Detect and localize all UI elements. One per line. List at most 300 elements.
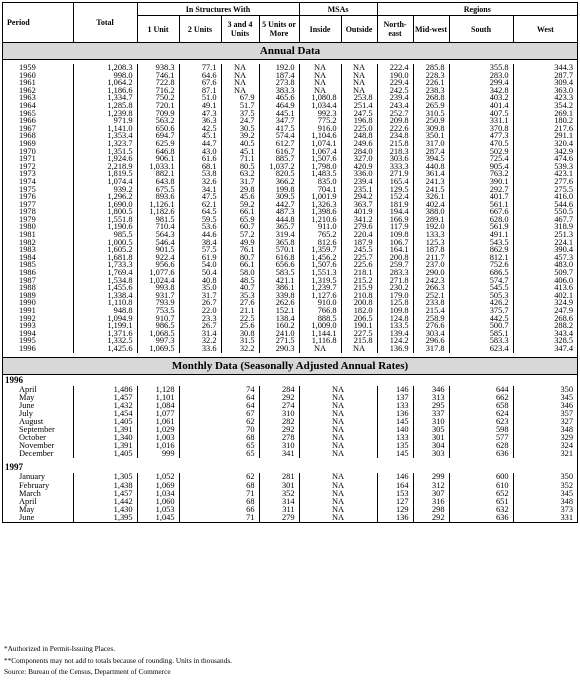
value-cell: 259.7	[377, 261, 413, 269]
value-cell: 54.0	[179, 261, 221, 269]
value-cell: 87.1	[179, 87, 221, 95]
value-cell: 564.3	[137, 231, 179, 239]
value-cell: 68	[179, 434, 259, 442]
value-cell: 190.1	[341, 322, 377, 330]
value-cell: 644	[449, 386, 513, 394]
value-cell: 303	[413, 450, 449, 458]
value-cell: 686.5	[449, 269, 513, 277]
value-cell: 442.7	[259, 201, 299, 209]
value-cell: 252.1	[413, 292, 449, 300]
value-cell: 502.9	[449, 148, 513, 156]
value-cell: 1,077.6	[137, 269, 179, 277]
value-cell: 274	[259, 402, 299, 410]
period-cell: 1977	[19, 199, 36, 209]
value-cell: 470.5	[449, 140, 513, 148]
value-cell: 1,101	[137, 394, 179, 402]
value-cell: 1,080.8	[299, 94, 341, 102]
period-cell: 1975	[19, 184, 36, 194]
value-cell: 1,037.2	[259, 163, 299, 171]
value-cell: 136	[377, 410, 413, 418]
value-cell: 61.9	[179, 254, 221, 262]
value-cell: 25.6	[221, 322, 259, 330]
value-cell: 675.5	[137, 186, 179, 194]
value-cell: 135	[377, 442, 413, 450]
value-cell: 62	[179, 418, 259, 426]
value-cell: 938.3	[137, 64, 179, 72]
value-cell: 30.8	[221, 330, 259, 338]
value-cell: 905.4	[449, 163, 513, 171]
month-cell: February	[19, 480, 50, 490]
value-cell: 165.4	[377, 178, 413, 186]
col-msa-inside: Inside	[299, 16, 341, 43]
value-cell: 124.8	[377, 315, 413, 323]
value-cell: NA	[221, 79, 259, 87]
value-cell: 1,208.3	[73, 64, 137, 72]
value-cell: 327.0	[341, 155, 377, 163]
value-cell: 477.3	[449, 132, 513, 140]
value-cell: 45.1	[221, 148, 259, 156]
value-cell: 348	[513, 426, 577, 434]
structures-group-header: In Structures With	[137, 3, 299, 16]
value-cell: 252.7	[377, 110, 413, 118]
value-cell: 763.2	[449, 170, 513, 178]
value-cell: 1,690.0	[73, 201, 137, 209]
value-cell: 583.5	[259, 269, 299, 277]
value-cell: 1,239.7	[299, 284, 341, 292]
value-cell: 416.0	[513, 193, 577, 201]
period-cell: 1973	[19, 169, 36, 179]
value-cell: 342.8	[449, 87, 513, 95]
period-header: Period	[7, 18, 30, 27]
value-cell: 311	[259, 506, 299, 514]
value-cell: 276.6	[413, 322, 449, 330]
value-cell: 182.0	[341, 307, 377, 315]
value-cell: NA	[299, 72, 341, 80]
value-cell: 33.6	[179, 345, 221, 353]
value-cell: 746.1	[137, 72, 179, 80]
col-west: West	[513, 16, 577, 43]
value-cell: 636	[449, 514, 513, 522]
value-cell: 1,457	[73, 394, 137, 402]
value-cell: 464.9	[259, 102, 299, 110]
col-2-units: 2 Units	[179, 16, 221, 43]
value-cell: 187.9	[341, 239, 377, 247]
value-cell: 1,239.8	[73, 110, 137, 118]
value-cell: NA	[299, 490, 377, 498]
value-cell: 309.8	[413, 125, 449, 133]
value-cell: 268.8	[413, 94, 449, 102]
value-cell: 363.0	[513, 87, 577, 95]
value-cell: 1,094.9	[73, 315, 137, 323]
value-cell: 616.8	[259, 254, 299, 262]
value-cell: 287.4	[413, 148, 449, 156]
value-cell: 309.4	[513, 79, 577, 87]
value-cell: 1,053	[137, 506, 179, 514]
value-cell: 1,003	[137, 434, 179, 442]
value-cell: 329	[513, 434, 577, 442]
value-cell: 152.1	[259, 307, 299, 315]
value-cell: 218.1	[341, 269, 377, 277]
value-cell: 239.4	[341, 178, 377, 186]
year-label: 1997	[5, 462, 23, 473]
value-cell: 1,061	[137, 418, 179, 426]
value-cell: 268.6	[513, 315, 577, 323]
value-cell: 636	[449, 450, 513, 458]
value-cell: 346	[513, 402, 577, 410]
value-cell: 423.1	[513, 170, 577, 178]
value-cell: 417.5	[259, 125, 299, 133]
value-cell: 57.5	[179, 246, 221, 254]
value-cell: 299	[413, 473, 449, 481]
value-cell: 80.7	[221, 254, 259, 262]
value-cell: 1,800.5	[73, 208, 137, 216]
value-cell: 1,456.2	[299, 254, 341, 262]
value-cell: 725.4	[449, 155, 513, 163]
value-cell: 242.5	[377, 87, 413, 95]
value-cell: 628.0	[449, 216, 513, 224]
value-cell: 215.4	[413, 307, 449, 315]
value-cell: 35.3	[221, 292, 259, 300]
value-cell: 58.0	[221, 269, 259, 277]
value-cell: NA	[299, 506, 377, 514]
value-cell: 238.3	[413, 87, 449, 95]
value-cell: 487.3	[259, 208, 299, 216]
value-cell: 971.9	[73, 117, 137, 125]
value-cell: 336.0	[341, 170, 377, 178]
value-cell: 32.6	[179, 178, 221, 186]
value-cell: 343.4	[513, 330, 577, 338]
value-cell: 251.3	[513, 231, 577, 239]
value-cell: 347.7	[259, 117, 299, 125]
value-cell: 906.1	[137, 155, 179, 163]
value-cell: 206.5	[341, 315, 377, 323]
col-msa-outside: Outside	[341, 16, 377, 43]
value-cell: 1,190.6	[73, 223, 137, 231]
value-cell: 36.3	[179, 117, 221, 125]
housing-permits-table	[3, 3, 577, 522]
value-cell: 1,074.4	[73, 178, 137, 186]
value-cell: 125.8	[377, 299, 413, 307]
value-cell: NA	[341, 87, 377, 95]
value-cell: 44.7	[179, 140, 221, 148]
value-cell: 290.3	[259, 345, 299, 353]
value-cell: 709.9	[137, 110, 179, 118]
value-cell: 1,034.4	[299, 102, 341, 110]
period-cell: 1988	[19, 283, 36, 293]
value-cell: NA	[299, 64, 341, 72]
value-cell: 30.5	[221, 125, 259, 133]
value-cell: 26.7	[179, 299, 221, 307]
value-cell: 45.1	[179, 132, 221, 140]
value-cell: 71.1	[221, 155, 259, 163]
value-cell: 37.5	[221, 110, 259, 118]
value-cell: 365.8	[259, 239, 299, 247]
value-cell: 309.5	[259, 193, 299, 201]
value-cell: 296.6	[413, 337, 449, 345]
value-cell: 1,819.5	[73, 170, 137, 178]
month-cell: January	[19, 472, 46, 482]
value-cell: 222.6	[377, 125, 413, 133]
value-cell: 160.2	[259, 322, 299, 330]
period-cell: 1987	[19, 275, 36, 285]
value-cell: 44.6	[179, 231, 221, 239]
value-cell: 457.3	[513, 254, 577, 262]
value-cell: 1,210.6	[299, 216, 341, 224]
value-cell: 283.0	[449, 72, 513, 80]
value-cell: 48.5	[221, 277, 259, 285]
value-cell: 59.2	[221, 201, 259, 209]
value-cell: 491.1	[449, 231, 513, 239]
value-cell: 1,733.3	[73, 261, 137, 269]
value-cell: 352	[513, 482, 577, 490]
footnotes	[4, 643, 232, 678]
period-cell: 1970	[19, 146, 36, 156]
value-cell: 383.3	[259, 87, 299, 95]
value-cell: 164	[377, 482, 413, 490]
value-cell: 245.5	[341, 246, 377, 254]
value-cell: 1,069	[137, 482, 179, 490]
period-cell: 1981	[19, 230, 36, 240]
value-cell: 775.2	[299, 117, 341, 125]
value-cell: 420.9	[341, 163, 377, 171]
value-cell: 320.4	[513, 140, 577, 148]
value-cell: 1,430	[73, 506, 137, 514]
value-cell: 402.4	[413, 201, 449, 209]
value-cell: NA	[299, 402, 377, 410]
value-cell: 347.4	[513, 345, 577, 353]
value-cell: 610	[449, 482, 513, 490]
value-cell: 278	[259, 434, 299, 442]
value-cell: 226.1	[413, 79, 449, 87]
value-cell: 283.3	[377, 269, 413, 277]
value-cell: 467.7	[513, 216, 577, 224]
value-cell: 45.6	[221, 193, 259, 201]
value-cell: 1,681.8	[73, 254, 137, 262]
period-cell: 1995	[19, 336, 36, 346]
col-5-plus-units: 5 Units or More	[259, 16, 299, 43]
value-cell: 992.3	[299, 110, 341, 118]
value-cell: 1,064.2	[73, 79, 137, 87]
value-cell: 1,405	[73, 450, 137, 458]
value-cell: 133.5	[377, 322, 413, 330]
value-cell: 753.5	[137, 307, 179, 315]
value-cell: 862.9	[449, 246, 513, 254]
value-cell: 152.4	[377, 193, 413, 201]
value-cell: 312	[413, 482, 449, 490]
value-cell: 233.8	[413, 299, 449, 307]
value-cell: 390.4	[513, 246, 577, 254]
value-cell: 187.8	[413, 246, 449, 254]
value-cell: 1,000.5	[73, 239, 137, 247]
period-cell: 1982	[19, 237, 36, 247]
value-cell: 64	[179, 394, 259, 402]
total-header: Total	[73, 3, 137, 43]
value-cell: 1,068.5	[137, 330, 179, 338]
col-3-4-units: 3 and 4 Units	[221, 16, 259, 43]
value-cell: 543.5	[449, 239, 513, 247]
value-cell: 215.9	[341, 284, 377, 292]
value-cell: 32.2	[179, 337, 221, 345]
annual-data-band: Annual Data	[3, 43, 577, 60]
value-cell: 64	[179, 402, 259, 410]
value-cell: 1,551.8	[73, 216, 137, 224]
value-cell: 53.8	[179, 170, 221, 178]
period-cell: 1969	[19, 138, 36, 148]
value-cell: 765.2	[299, 231, 341, 239]
value-cell: 136.9	[377, 345, 413, 353]
value-cell: 181.9	[377, 201, 413, 209]
value-cell: 60.7	[221, 223, 259, 231]
value-cell: 1,398.6	[299, 208, 341, 216]
value-cell: NA	[299, 79, 341, 87]
value-cell: 66.1	[221, 208, 259, 216]
value-cell: NA	[299, 418, 377, 426]
value-cell: 38.4	[179, 239, 221, 247]
value-cell: 247.9	[513, 307, 577, 315]
value-cell: 632	[449, 506, 513, 514]
value-cell: 667.6	[449, 208, 513, 216]
value-cell: 279.6	[341, 223, 377, 231]
value-cell: 793.9	[137, 299, 179, 307]
col-1-unit: 1 Unit	[137, 16, 179, 43]
value-cell: 40.7	[221, 284, 259, 292]
value-cell: 31.5	[221, 337, 259, 345]
value-cell: 1,442	[73, 498, 137, 506]
period-cell: 1980	[19, 222, 36, 232]
value-cell: 1,551.3	[299, 269, 341, 277]
value-cell: 271.9	[377, 170, 413, 178]
value-cell: 1,126.1	[137, 201, 179, 209]
value-cell: 394.5	[413, 155, 449, 163]
value-cell: 242.3	[413, 277, 449, 285]
value-cell: 1,141.0	[73, 125, 137, 133]
value-cell: 355.8	[449, 64, 513, 72]
value-cell: 911.0	[299, 223, 341, 231]
value-cell: 317.0	[413, 140, 449, 148]
value-cell: 1,069.5	[137, 345, 179, 353]
value-cell: 2,218.9	[73, 163, 137, 171]
value-cell: 997.3	[137, 337, 179, 345]
value-cell: 133	[377, 402, 413, 410]
month-cell: October	[19, 433, 46, 443]
value-cell: NA	[299, 498, 377, 506]
value-cell: 402.1	[513, 292, 577, 300]
value-cell: 282	[259, 418, 299, 426]
value-cell: 339.8	[259, 292, 299, 300]
value-cell: 998.0	[73, 72, 137, 80]
value-cell: 922.4	[137, 254, 179, 262]
value-cell: 483.0	[513, 261, 577, 269]
value-cell: 298	[413, 506, 449, 514]
month-cell: June	[19, 512, 35, 522]
value-cell: 766.8	[299, 307, 341, 315]
value-cell: 196.8	[341, 117, 377, 125]
period-cell: 1979	[19, 214, 36, 224]
value-cell: 301	[259, 482, 299, 490]
value-cell: 1,104.6	[299, 132, 341, 140]
value-cell: 882.1	[137, 170, 179, 178]
value-cell: 1,605.2	[73, 246, 137, 254]
value-cell: 225.7	[341, 254, 377, 262]
value-cell: 600	[449, 473, 513, 481]
value-cell: 64.5	[179, 208, 221, 216]
value-cell: 271.8	[377, 277, 413, 285]
value-cell: 350.1	[413, 132, 449, 140]
value-cell: 313	[413, 394, 449, 402]
value-cell: NA	[341, 64, 377, 72]
value-cell: 239.4	[377, 94, 413, 102]
value-cell: NA	[299, 450, 377, 458]
value-cell: 1,033.1	[137, 163, 179, 171]
value-cell: 577	[449, 434, 513, 442]
value-cell: 109.8	[377, 307, 413, 315]
value-cell: 625.9	[137, 140, 179, 148]
value-cell: 228.3	[413, 72, 449, 80]
month-cell: June	[19, 400, 35, 410]
value-cell: 243.4	[377, 102, 413, 110]
period-cell: 1985	[19, 260, 36, 270]
period-cell: 1993	[19, 321, 36, 331]
value-cell: 250.9	[413, 117, 449, 125]
value-cell: 1,077	[137, 410, 179, 418]
value-cell: 341.2	[341, 216, 377, 224]
value-cell: 346	[413, 386, 449, 394]
value-cell: 327	[513, 418, 577, 426]
value-cell: 222.4	[377, 64, 413, 72]
value-cell: 1,323.7	[73, 140, 137, 148]
value-cell: 253.8	[341, 94, 377, 102]
value-cell: 561.9	[449, 223, 513, 231]
value-cell: 27.6	[221, 299, 259, 307]
month-cell: April	[19, 496, 37, 506]
value-cell: 752.6	[449, 261, 513, 269]
value-cell: 166.9	[377, 216, 413, 224]
value-cell: 211.7	[413, 254, 449, 262]
value-cell: 47.5	[179, 193, 221, 201]
value-cell: 62.1	[179, 201, 221, 209]
value-cell: 888.5	[299, 315, 341, 323]
value-cell: 241.3	[413, 178, 449, 186]
table-header	[3, 3, 577, 43]
value-cell: 310.5	[413, 110, 449, 118]
value-cell: 23.3	[179, 315, 221, 323]
value-cell: 129	[377, 506, 413, 514]
value-cell: 893.6	[137, 193, 179, 201]
value-cell: 262.6	[259, 299, 299, 307]
value-cell: 292	[259, 426, 299, 434]
value-cell: 133	[377, 434, 413, 442]
value-cell: 47.3	[179, 110, 221, 118]
value-cell: 1,326.3	[299, 201, 341, 209]
value-cell: 190.0	[377, 72, 413, 80]
value-cell: 1,024.4	[137, 277, 179, 285]
value-cell: 544.6	[513, 201, 577, 209]
value-cell: NA	[299, 410, 377, 418]
value-cell: 646.8	[137, 148, 179, 156]
value-cell: 218.3	[377, 148, 413, 156]
value-cell: 445.1	[259, 110, 299, 118]
period-cell: 1960	[19, 70, 36, 80]
value-cell: 117.9	[377, 223, 413, 231]
value-cell: 285.8	[413, 64, 449, 72]
value-cell: 64.6	[179, 72, 221, 80]
value-cell: 192.0	[413, 223, 449, 231]
value-cell: 145	[377, 450, 413, 458]
value-cell: 290.0	[413, 269, 449, 277]
value-cell: 284.0	[341, 148, 377, 156]
value-cell: 585.1	[449, 330, 513, 338]
period-cell: 1983	[19, 245, 36, 255]
